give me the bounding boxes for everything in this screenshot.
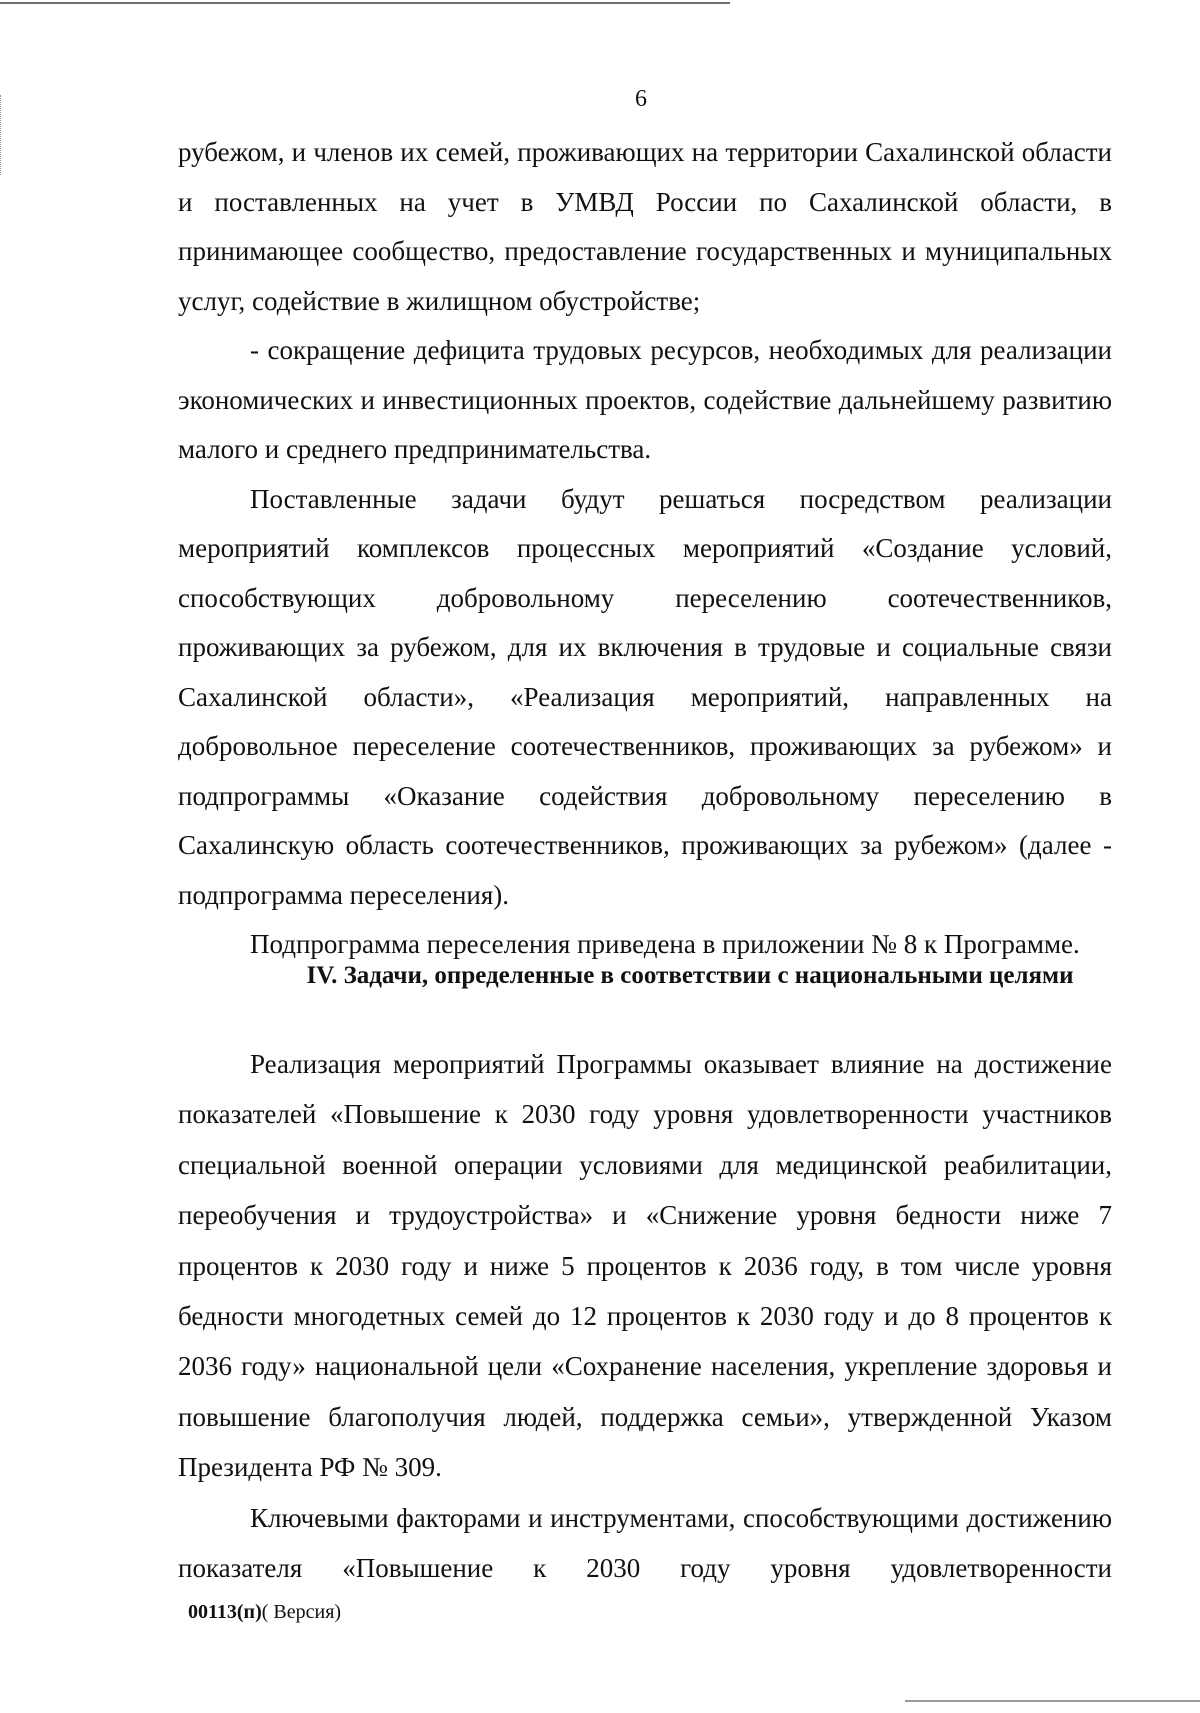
document-version-label: ( Версия) — [261, 1601, 342, 1623]
document-footer-code — [188, 1601, 341, 1624]
page-number: 6 — [635, 86, 647, 112]
body-text-bottom — [178, 1039, 1112, 1593]
paragraph-list-item: - сокращение дефицита трудовых ресурсов, необходимых для реализации экономических и инвестиционных проектов, содействие дальнейшему развитию малого и среднего предпринимательства. — [178, 335, 1112, 464]
paragraph-key-factors: Ключевыми факторами и инструментами, способствующими достижению показателя «Повышение к 2030 году уровня удовлетворенности — [178, 1502, 1112, 1584]
scan-edge-line-bottom — [905, 1700, 1200, 1702]
scan-edge-line-top — [0, 2, 730, 4]
paragraph-subprogram-reference: Подпрограмма переселения приведена в приложении № 8 к Программе. — [250, 929, 1080, 959]
section-heading: IV. Задачи, определенные в соответствии с национальными целями — [306, 962, 1074, 989]
paragraph-national-goals: Реализация мероприятий Программы оказывает влияние на достижение показателей «Повышение к 2030 году уровня удовлетворенности участников специальной военной операции условиями для медицинской реабилитации, переобучения и трудоустройства» и «Снижение уровня бедности ниже 7 процентов к 2030 году и ниже 5 процентов к 2036 году, в том числе уровня бедности многодетных семей до 12 процентов к 2030 году и до 8 процентов к 2036 году» национальной цели «Сохранение населения, укрепление здоровья и повышение благополучия людей, поддержка семьи», утвержденной Указом Президента РФ № 309. — [178, 1049, 1112, 1483]
paragraph-continuation: рубежом, и членов их семей, проживающих на территории Сахалинской области и поставленных на учет в УМВД России по Сахалинской области, в принимающее сообщество, предоставление государственных и муниципальных услуг, содействие в жилищном обустройстве; — [178, 137, 1112, 316]
document-code: 00113(п) — [188, 1601, 262, 1623]
paragraph-tasks: Поставленные задачи будут решаться посредством реализации мероприятий комплексов процессных мероприятий «Создание условий, способствующих добровольному переселению соотечественников, проживающих за рубежом, для их включения в трудовые и социальные связи Сахалинской области», «Реализация мероприятий, направленных на добровольное переселение соотечественников, проживающих за рубежом» и подпрограммы «Оказание содействия добровольному переселению в Сахалинскую область соотечественников, проживающих за рубежом» (далее - подпрограмма переселения). — [178, 483, 1112, 910]
body-text-top — [178, 128, 1112, 970]
